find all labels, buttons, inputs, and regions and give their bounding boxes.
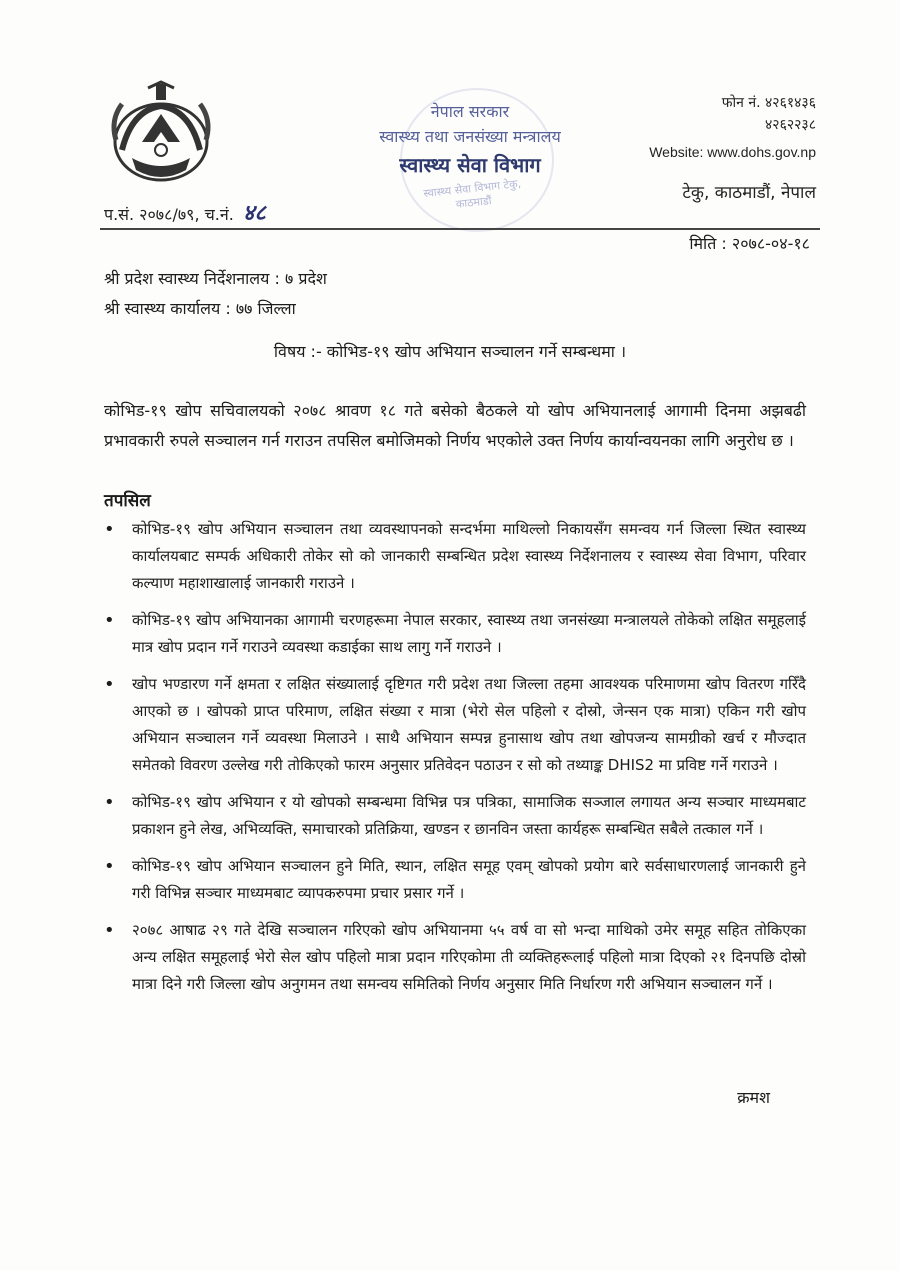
- bullet: •: [104, 792, 115, 813]
- header-divider: [100, 228, 820, 230]
- list-item: [104, 607, 806, 661]
- website: Website: www.dohs.gov.np: [649, 144, 816, 160]
- section-title: तपसिल: [104, 491, 151, 511]
- bullet: •: [104, 519, 115, 540]
- bullet: •: [104, 920, 115, 941]
- nepal-emblem-icon: [102, 80, 220, 192]
- org-ministry: स्वास्थ्य तथा जनसंख्या मन्त्रालय: [379, 127, 561, 146]
- bullet: •: [104, 856, 115, 877]
- reference-number: [104, 197, 266, 227]
- phone-line-1: [649, 92, 816, 114]
- list-item: [104, 789, 806, 843]
- continued-marker: क्रमश: [737, 1088, 770, 1107]
- list-item-text: कोभिड-१९ खोप अभियान सञ्चालन तथा व्यवस्थापनको सन्दर्भमा माथिल्लो निकायसँग समन्वय गर्न जिल्ला स्थित स्वास्थ्य कार्यालयबाट सम्पर्क अधिकारी तोकेर सो को जानकारी सम्बन्धित प्रदेश स्वास्थ्य निर्देशनालय र स्वास्थ्य सेवा विभाग, परिवार कल्याण महाशाखालाई जानकारी गराउने ।: [132, 520, 806, 592]
- contact-block: [649, 92, 816, 160]
- organization-block: [330, 100, 610, 180]
- list-item-text: कोभिड-१९ खोप अभियानका आगामी चरणहरूमा नेपाल सरकार, स्वास्थ्य तथा जनसंख्या मन्त्रालयले तोकेको लक्षित समूहलाई मात्र खोप प्रदान गर्ने गराउने व्यवस्था कडाईका साथ लागु गर्ने गराउने ।: [132, 611, 806, 656]
- list-item: [104, 516, 806, 597]
- phone-number-2: ४२६२२३८: [765, 117, 816, 133]
- decision-list: [104, 516, 806, 1008]
- list-item-text: २०७८ आषाढ २९ गते देखि सञ्चालन गरिएको खोप अभियानमा ५५ वर्ष वा सो भन्दा माथिको उमेर समूह सहित तोकिएका अन्य लक्षित समूहलाई भेरो सेल खोप पहिलो मात्रा प्रदान गरिएकोमा ती व्यक्तिहरूलाई पहिलो मात्रा दिएको २१ दिनपछि दोस्रो मात्रा दिने गरी जिल्ला खोप अनुगमन तथा समन्वय समितिको निर्णय अनुसार मिति निर्धारण गरी अभियान सञ्चालन गर्ने ।: [132, 921, 806, 993]
- phone-label: फोन नं.: [721, 95, 761, 111]
- bullet: •: [104, 674, 115, 695]
- list-item-text: कोभिड-१९ खोप अभियान सञ्चालन हुने मिति, स्थान, लक्षित समूह एवम् खोपको प्रयोग बारे सर्वसाधारणलाई जानकारी हुने गरी विभिन्न सञ्चार माध्यमबाट व्यापकरुपमा प्रचार प्रसार गर्ने ।: [132, 857, 806, 902]
- recipients: [104, 264, 327, 324]
- list-item: [104, 671, 806, 779]
- list-item: [104, 917, 806, 998]
- org-department: स्वास्थ्य सेवा विभाग: [399, 153, 541, 177]
- phone-number-1: ४२६१४३६: [765, 95, 816, 111]
- recipient-1: श्री प्रदेश स्वास्थ्य निर्देशनालय : ७ प्रदेश: [104, 269, 327, 288]
- body-paragraph: कोभिड-१९ खोप सचिवालयको २०७८ श्रावण १८ गते बसेको बैठकले यो खोप अभियानलाई आगामी दिनमा अझबढी प्रभावकारी रुपले सञ्चालन गर्न गराउन तपसिल बमोजिमको निर्णय भएकोले उक्त निर्णय कार्यान्वयनका लागि अनुरोध छ ।: [104, 401, 806, 450]
- dispatch-number: ४८: [242, 200, 266, 226]
- list-item-text: खोप भण्डारण गर्ने क्षमता र लक्षित संख्यालाई दृष्टिगत गरी प्रदेश तथा जिल्ला तहमा आवश्यक परिमाणमा खोप वितरण गरिँदै आएको छ । खोपको प्राप्त परिमाण, लक्षित संख्या र मात्रा (भेरो सेल पहिलो र दोस्रो, जेन्सन एक मात्रा) एकिन गरी खोप अभियान सञ्चालन गर्ने व्यवस्था मिलाउने । साथै अभियान सम्पन्न हुनासाथ खोप तथा खोपजन्य सामग्रीको खर्च र मौज्दात समेतको विवरण उल्लेख गरी तोकिएको फारम अनुसार प्रतिवेदन पठाउन र सो को तथ्याङ्क DHIS2 मा प्रविष्ट गर्ने गराउने ।: [132, 675, 806, 774]
- address: टेकु, काठमाडौं, नेपाल: [682, 183, 816, 203]
- list-item: [104, 853, 806, 907]
- recipient-2: श्री स्वास्थ्य कार्यालय : ७७ जिल्ला: [104, 299, 296, 318]
- letter-date: मिति : २०७८-०४-१८: [689, 234, 810, 253]
- subject-line: विषय :- कोभिड-१९ खोप अभियान सञ्चालन गर्ने सम्बन्धमा ।: [273, 342, 627, 361]
- list-item-text: कोभिड-१९ खोप अभियान र यो खोपको सम्बन्धमा विभिन्न पत्र पत्रिका, सामाजिक सञ्जाल लगायत अन्य सञ्चार माध्यमबाट प्रकाशन हुने लेख, अभिव्यक्ति, समाचारको प्रतिक्रिया, खण्डन र छानविन जस्ता कार्यहरू सम्बन्धित सबैले तत्काल गर्ने ।: [132, 793, 806, 838]
- bullet: •: [104, 610, 115, 631]
- ref-text: प.सं. २०७८/७९, च.नं.: [104, 205, 234, 224]
- org-government: नेपाल सरकार: [430, 102, 510, 121]
- stamp-text: स्वास्थ्य सेवा विभाग टेकु, काठमाडौं: [422, 176, 522, 211]
